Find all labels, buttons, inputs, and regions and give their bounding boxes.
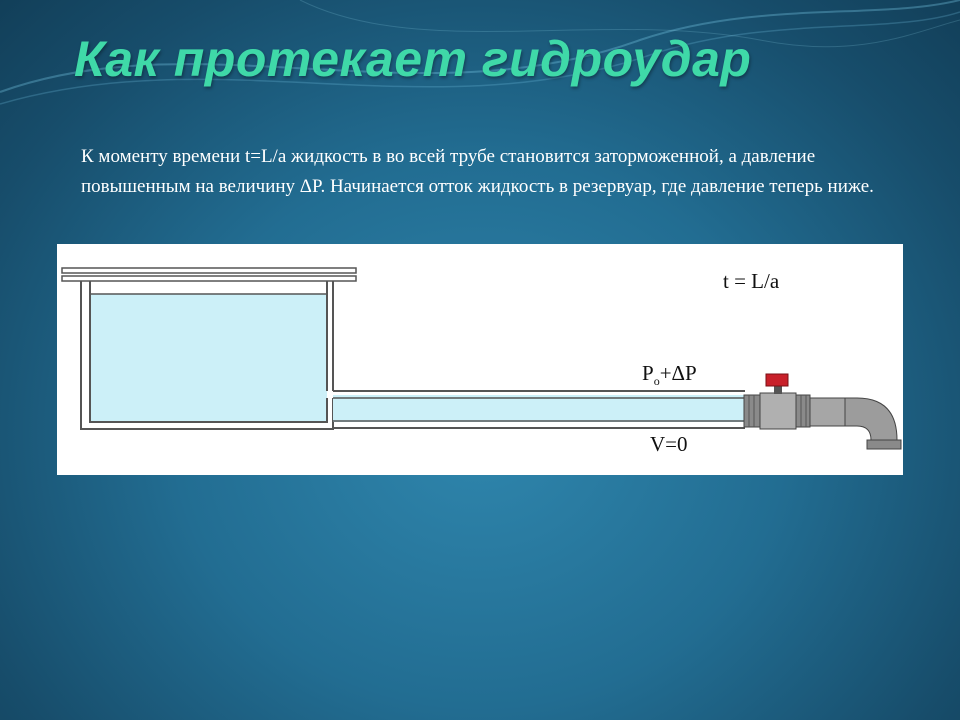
water-hammer-diagram — [57, 244, 903, 475]
pipe-water — [333, 395, 745, 422]
slide-title: Как протекает гидроудар — [74, 31, 752, 87]
slide-body-text: К моменту времени t=L/a жидкость в во всей трубе становится заторможенной, а давление повышенным на величину ΔP. Начинается отток жидкость в резервуар, где давление теперь ниже. — [81, 146, 874, 197]
time-label: t = L/a — [723, 269, 780, 293]
outlet-elbow — [810, 398, 901, 449]
pipe — [333, 391, 745, 428]
velocity-label: V=0 — [650, 432, 688, 456]
reservoir — [62, 268, 356, 429]
valve-handle — [766, 374, 788, 386]
reservoir-water — [91, 294, 327, 422]
valve — [744, 374, 810, 429]
pressure-label: $P_o+\Delta P$ — [642, 361, 697, 388]
